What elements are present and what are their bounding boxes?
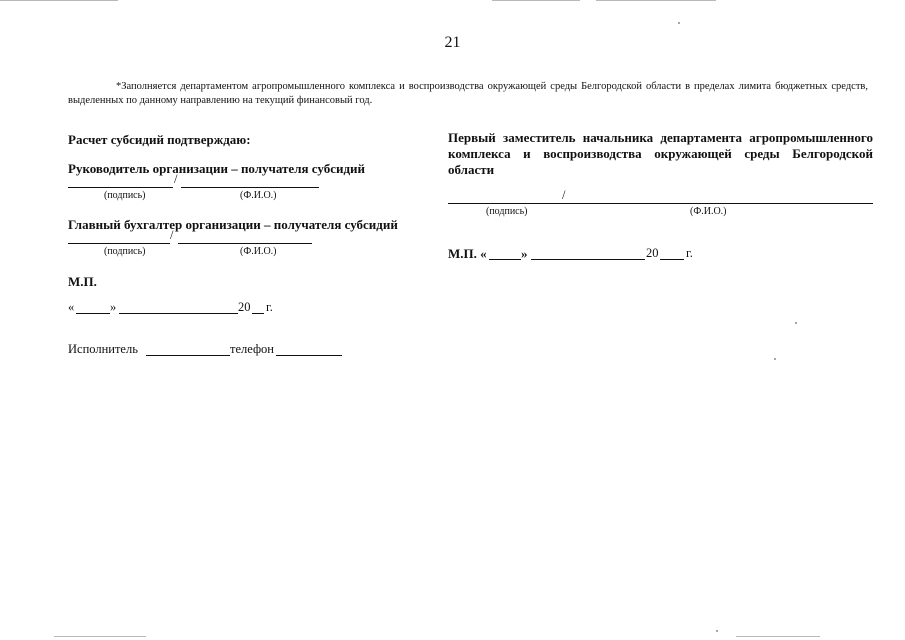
head-signature-line bbox=[68, 187, 173, 188]
approver-year-suffix: г. bbox=[686, 246, 693, 260]
head-fio-label: (Ф.И.О.) bbox=[240, 190, 277, 201]
approver-date-close-quote: » bbox=[521, 246, 528, 261]
approver-date-month-line bbox=[531, 259, 645, 260]
scan-edge-mark bbox=[54, 636, 146, 637]
date-open-quote: « bbox=[68, 300, 75, 314]
scan-edge-mark bbox=[736, 636, 820, 637]
head-fio-line bbox=[181, 187, 319, 188]
approver-date-day-line bbox=[489, 259, 521, 260]
stamp-label: М.П. bbox=[68, 274, 97, 289]
approver-stamp-date-prefix: М.П. « bbox=[448, 246, 487, 261]
approver-signature-label: (подпись) bbox=[486, 206, 528, 217]
head-signature-label: (подпись) bbox=[104, 190, 146, 201]
date-year-line bbox=[252, 313, 264, 314]
date-close-quote: » bbox=[110, 300, 117, 314]
approver-signature-line bbox=[448, 203, 873, 204]
approver-title: Первый заместитель начальника департамента агропромышленного комплекса и воспроизводства окружающей среды Белгородской области bbox=[448, 130, 873, 177]
scan-edge-mark bbox=[0, 0, 118, 1]
date-month-line bbox=[119, 313, 238, 314]
scan-speck bbox=[795, 322, 797, 324]
executor-label: Исполнитель bbox=[68, 342, 138, 356]
accountant-slash: / bbox=[170, 228, 174, 242]
footnote: *Заполняется департаментом агропромышленного комплекса и воспроизводства окружающей среды Белгородской области в пределах лимита бюджетных средств, выделенных по данному направлению на текущий финансовый год. bbox=[68, 81, 868, 106]
scan-speck bbox=[774, 358, 776, 360]
confirm-heading: Расчет субсидий подтверждаю: bbox=[68, 132, 251, 147]
scan-edge-mark bbox=[596, 0, 716, 1]
scan-speck bbox=[678, 22, 680, 24]
date-year-suffix: г. bbox=[266, 300, 273, 314]
head-heading: Руководитель организации – получателя субсидий bbox=[68, 161, 366, 176]
accountant-fio-line bbox=[178, 243, 312, 244]
page-number: 21 bbox=[444, 34, 461, 51]
approver-year-line bbox=[660, 259, 684, 260]
approver-year-prefix: 20 bbox=[646, 246, 659, 260]
executor-line bbox=[146, 355, 230, 356]
approver-fio-label: (Ф.И.О.) bbox=[690, 206, 727, 217]
head-slash: / bbox=[174, 172, 178, 186]
scan-edge-mark bbox=[492, 0, 580, 1]
date-day-line bbox=[76, 313, 110, 314]
phone-line bbox=[276, 355, 342, 356]
date-year-prefix: 20 bbox=[238, 300, 251, 314]
accountant-heading: Главный бухгалтер организации – получателя субсидий bbox=[68, 217, 398, 232]
accountant-signature-line bbox=[68, 243, 170, 244]
accountant-fio-label: (Ф.И.О.) bbox=[240, 246, 277, 257]
approver-slash: / bbox=[562, 188, 566, 202]
accountant-signature-label: (подпись) bbox=[104, 246, 146, 257]
phone-label: телефон bbox=[230, 342, 274, 356]
scan-speck bbox=[716, 630, 718, 632]
